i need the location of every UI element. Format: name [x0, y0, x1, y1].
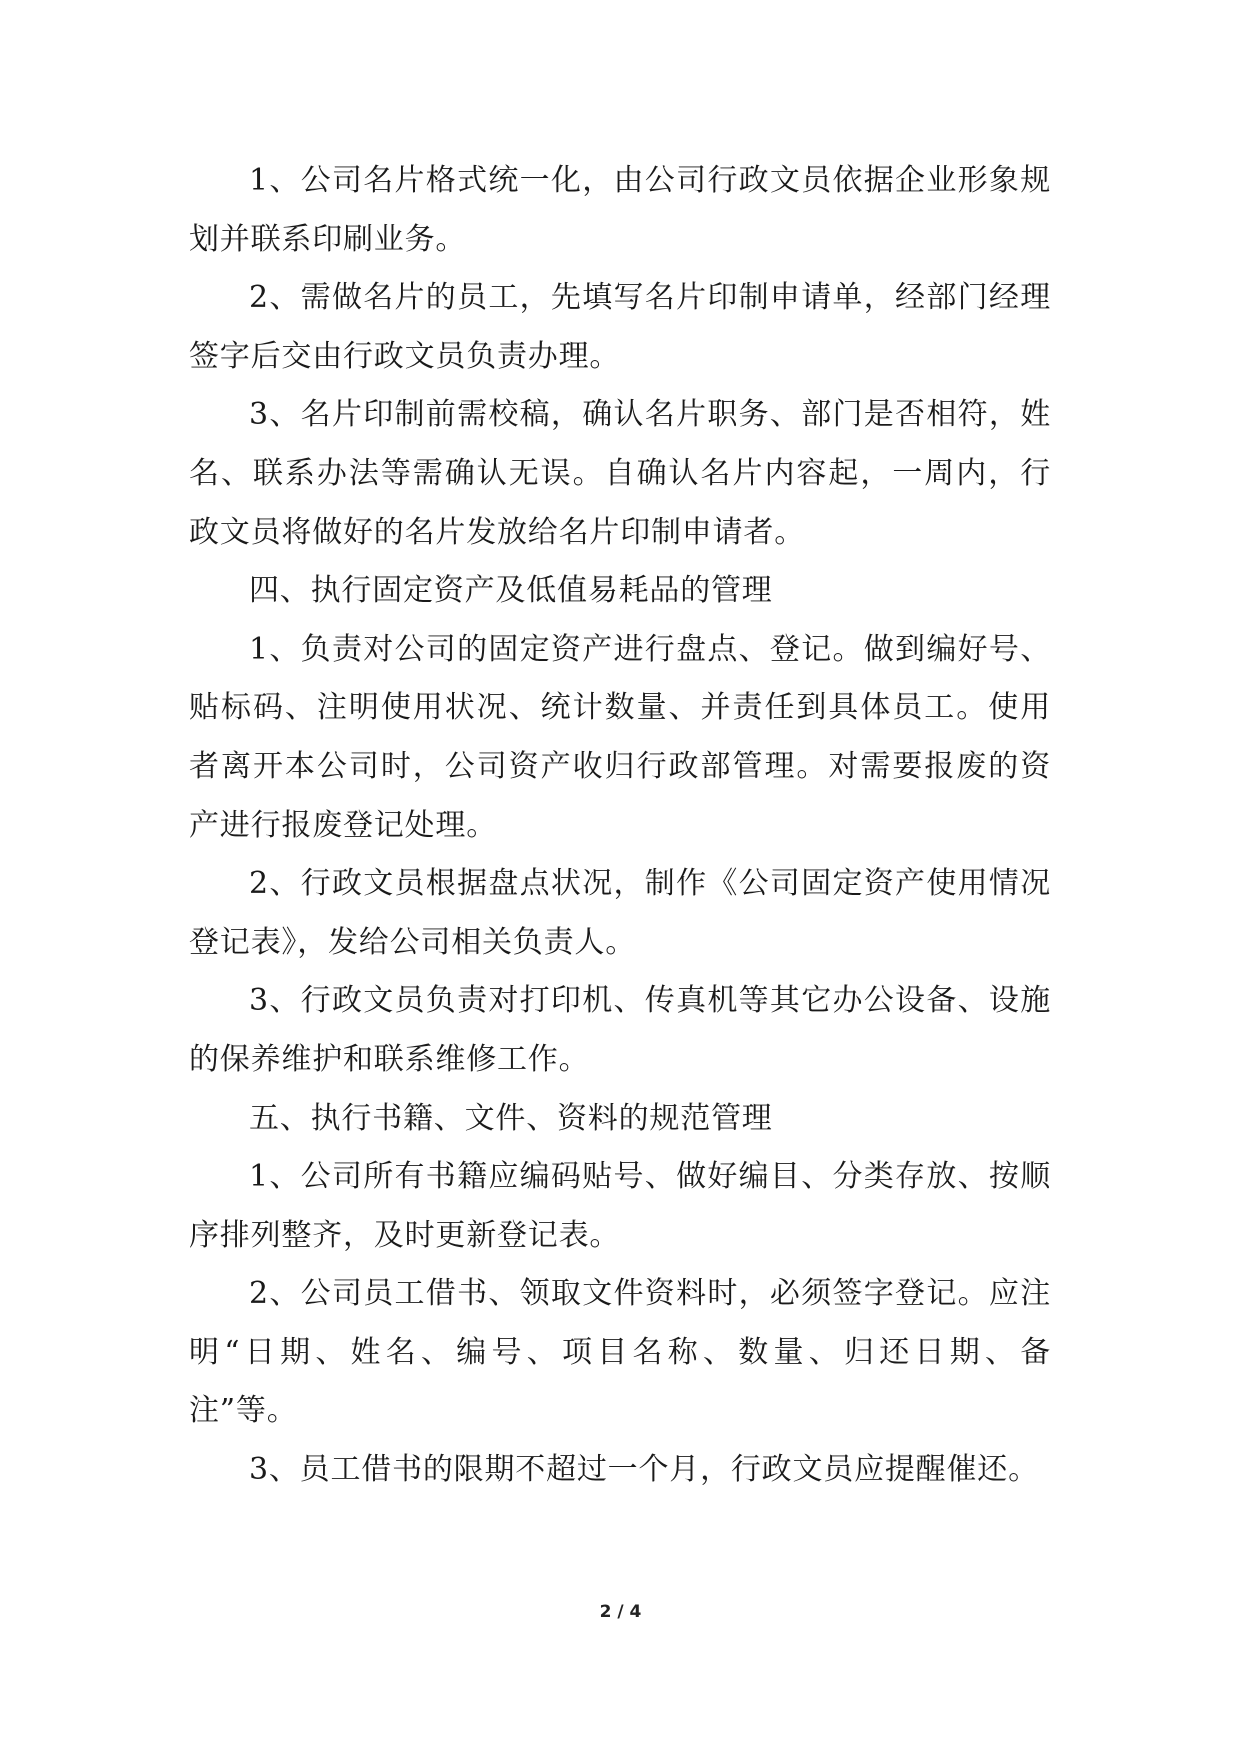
- paragraph-business-card-1: 1、公司名片格式统一化，由公司行政文员依据企业形象规划并联系印刷业务。: [189, 163, 1051, 257]
- section-heading-fixed-assets: 四、执行固定资产及低值易耗品的管理: [249, 573, 773, 609]
- paragraph-business-card-2: 2、需做名片的员工，先填写名片印制申请单，经部门经理签字后交由行政文员负责办理。: [189, 280, 1051, 374]
- section-heading-books-documents: 五、执行书籍、文件、资料的规范管理: [249, 1100, 773, 1136]
- paragraph-books-3: 3、员工借书的限期不超过一个月，行政文员应提醒催还。: [249, 1452, 1039, 1488]
- paragraph-books-1: 1、公司所有书籍应编码贴号、做好编目、分类存放、按顺序排列整齐，及时更新登记表。: [189, 1159, 1051, 1253]
- paragraph-fixed-assets-1: 1、负责对公司的固定资产进行盘点、登记。做到编好号、贴标码、注明使用状况、统计数量、并责任到具体员工。使用者离开本公司时，公司资产收归行政部管理。对需要报废的资产进行报废登记处理。: [189, 631, 1051, 843]
- paragraph-fixed-assets-2: 2、行政文员根据盘点状况，制作《公司固定资产使用情况登记表》，发给公司相关负责人。: [189, 866, 1051, 960]
- document-body: [189, 152, 1051, 1500]
- page-number: 2 / 4: [599, 1602, 642, 1622]
- paragraph-books-2: 2、公司员工借书、领取文件资料时，必须签字登记。应注明“日期、姓名、编号、项目名称、数量、归还日期、备注”等。: [189, 1276, 1051, 1429]
- paragraph-fixed-assets-3: 3、行政文员负责对打印机、传真机等其它办公设备、设施的保养维护和联系维修工作。: [189, 983, 1051, 1077]
- paragraph-business-card-3: 3、名片印制前需校稿，确认名片职务、部门是否相符，姓名、联系办法等需确认无误。自确认名片内容起，一周内，行政文员将做好的名片发放给名片印制申请者。: [189, 397, 1051, 550]
